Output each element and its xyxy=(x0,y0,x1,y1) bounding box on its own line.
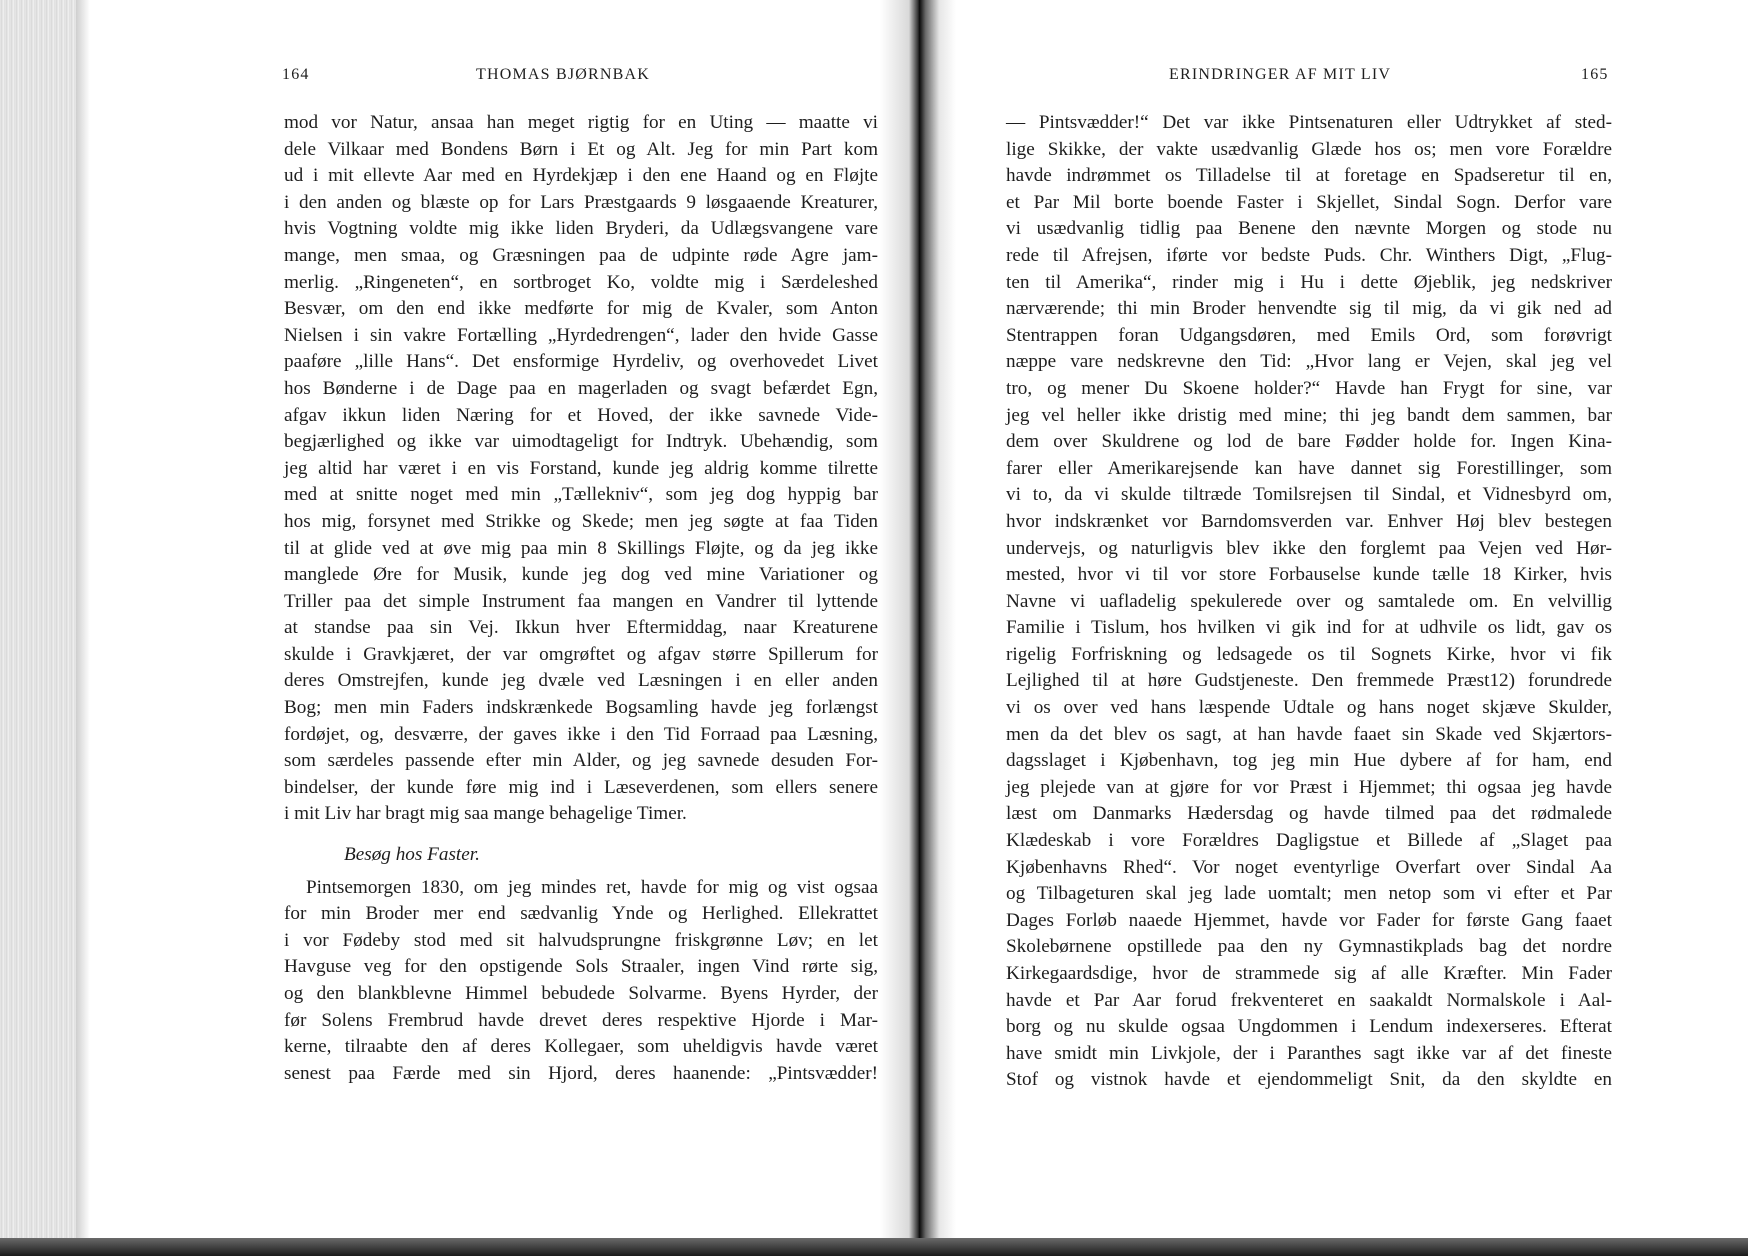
text-line: Klædeskab i vore Forældres Dagligstue et Billede af „Slaget paa xyxy=(1006,830,1612,852)
text-line: før Solens Frembrud havde drevet deres respektive Hjorde i Mar- xyxy=(284,1009,878,1031)
text-line: manglede Øre for Musik, kunde jeg dog ved mine Variationer og xyxy=(284,564,878,586)
text-line: hvor indskrænket vor Barndomsverden var. Enhver Høj blev bestegen xyxy=(1006,510,1612,532)
text-line: senest paa Færde med sin Hjord, deres haanende: „Pintsvædder! xyxy=(284,1062,878,1084)
right-page-number: 165 xyxy=(1581,66,1609,83)
text-line: næppe vare nedskrevne den Tid: „Hvor lang er Vejen, skal jeg vel xyxy=(1006,351,1612,373)
left-running-head: THOMAS BJØRNBAK xyxy=(476,66,651,83)
text-line: borg og nu skulde ogsaa Ungdommen i Lendum indexerseres. Efterat xyxy=(1006,1016,1612,1038)
text-line: Triller paa det simple Instrument faa mangen en Vandrer til lyttende xyxy=(284,590,878,612)
text-line: til at glide ved at øve mig paa min 8 Skillings Fløjte, og da jeg ikke xyxy=(284,537,878,559)
text-line: med at snitte noget med min „Tællekniv“, som jeg dog hyppig bar xyxy=(284,484,878,506)
text-line: kerne, tilraabte den af deres Kollegaer, som uheldigvis havde været xyxy=(284,1036,878,1058)
text-line: vi usædvanlig tidlig paa Benene den nævnte Morgen og stode nu xyxy=(1006,218,1612,240)
text-line: i mit Liv har bragt mig saa mange behagelige Timer. xyxy=(284,803,687,825)
text-line: Skolebørnene opstillede paa den ny Gymnastikplads bag det nordre xyxy=(1006,936,1612,958)
text-line: Kjøbenhavns Rhed“. Vor noget eventyrlige Overfart over Sindal Aa xyxy=(1006,856,1612,878)
text-line: — Pintsvædder!“ Det var ikke Pintsenaturen eller Udtrykket af sted- xyxy=(1006,112,1612,133)
text-line: Kirkegaardsdige, hvor de strammede sig af alle Kræfter. Min Fader xyxy=(1006,963,1612,984)
text-line: nærværende; thi min Broder henvendte sig til mig, da vi gik ned ad xyxy=(1006,298,1612,320)
text-line: vi os over ved hans læspende Udtale og hans noget skjæve Skulder, xyxy=(1006,697,1612,719)
left-page-number: 164 xyxy=(282,66,310,83)
text-line: Dages Forløb naaede Hjemmet, havde vor Fader for første Gang faaet xyxy=(1006,909,1612,931)
text-line: at standse paa sin Vej. Ikkun hver Eftermiddag, naar Kreaturene xyxy=(284,617,878,639)
text-line: jeg vel heller ikke dristig med mine; thi jeg bandt dem sammen, bar xyxy=(1006,404,1612,426)
text-line: Bog; men min Faders indskrænkede Bogsamling havde jeg forlængst xyxy=(284,697,878,719)
text-line: have smidt min Livkjole, der i Paranthes sagt ikke var af det fineste xyxy=(1006,1042,1612,1064)
text-line: ten til Amerika“, rinder mig i Hu i dette Øjeblik, jeg nedskriver xyxy=(1006,271,1612,293)
text-line: tro, og mener Du Skoene holder?“ Havde han Frygt for sine, var xyxy=(1006,377,1612,399)
text-line: hos mig, forsynet med Strikke og Skede; men jeg søgte at faa Tiden xyxy=(284,510,878,532)
text-line: Stof og vistnok havde et ejendommeligt Snit, da den skyldte en xyxy=(1006,1069,1612,1091)
text-line: bindelser, der kunde føre mig ind i Læseverdenen, som ellers senere xyxy=(284,776,878,798)
text-line: dele Vilkaar med Bondens Børn i Et og Alt. Jeg for min Part kom xyxy=(284,138,878,160)
text-line: mod vor Natur, ansaa han meget rigtig for en Uting — maatte vi xyxy=(284,112,878,133)
text-line: fordøjet, og, desværre, der gaves ikke i den Tid Forraad paa Læsning, xyxy=(284,723,878,745)
text-line: rigelig Forfriskning og ledsagede os til Sognets Kirke, hvor vi fik xyxy=(1006,643,1612,665)
right-running-head: ERINDRINGER AF MIT LIV xyxy=(1169,66,1392,83)
text-line: dagsslaget i Kjøbenhavn, tog jeg min Hue dybere af for ham, end xyxy=(1006,750,1612,772)
text-line: Navne vi uafladelig spekulerede over og samtalede om. En velvillig xyxy=(1006,590,1612,612)
text-line: Pintsemorgen 1830, om jeg mindes ret, havde for mig og vist ogsaa xyxy=(306,876,878,898)
text-line: afgav ikkun liden Næring for et Hoved, der ikke savnede Vide- xyxy=(284,404,878,426)
text-line: og den blankblevne Himmel bebudede Solvarme. Byens Hyrder, der xyxy=(284,983,878,1004)
text-line: Lejlighed til at høre Gudstjeneste. Den fremmede Præst12) forundrede xyxy=(1006,670,1612,692)
text-line: ud i mit ellevte Aar med en Hyrdekjæp i den ene Haand og en Fløjte xyxy=(284,165,878,187)
text-line: men da det blev os sagt, at han havde faaet sin Skade ved Skjærtors- xyxy=(1006,723,1612,745)
text-line: begjærlighed og ikke var uimodtageligt for Indtryk. Ubehændig, som xyxy=(284,431,878,453)
text-line: deres Omstrejfen, kunde jeg dvæle ved Læsningen i en eller anden xyxy=(284,670,878,692)
scan-bottom-edge xyxy=(0,1238,1748,1256)
text-line: som særdeles passende efter min Alder, og jeg savnede desuden For- xyxy=(284,750,878,772)
text-line: Stentrappen foran Udgangsdøren, med Emils Ord, som forøvrigt xyxy=(1006,324,1612,346)
text-line: merlig. „Ringeneten“, en sortbroget Ko, voldte mig i Særdeleshed xyxy=(284,271,878,293)
text-line: hos Bønderne i de Dage paa en magerladen og svagt befærdet Egn, xyxy=(284,377,878,399)
text-line: jeg plejede van at gjøre for vor Præst i Hjemmet; thi ogsaa jeg havde xyxy=(1006,776,1612,798)
text-line: og Tilbageturen skal jeg lade uomtalt; men netop som vi efter et Par xyxy=(1006,883,1612,905)
text-line: læst om Danmarks Hædersdag og havde tilmed paa det rødmalede xyxy=(1006,803,1612,825)
text-line: i vor Fødeby stod med sit halvudsprungne friskgrønne Løv; en let xyxy=(284,929,878,951)
text-line: skulde i Gravkjæret, der var omgrøftet og afgav større Spillerum for xyxy=(284,643,878,665)
text-line: rede til Afrejsen, iførte vor bedste Puds. Chr. Winthers Digt, „Flug- xyxy=(1006,244,1612,266)
text-line: havde indrømmet os Tilladelse til at foretage en Spadseretur til en, xyxy=(1006,165,1612,187)
book-gutter xyxy=(880,0,956,1240)
text-line: jeg altid har været i en vis Forstand, kunde jeg aldrig komme tilrette xyxy=(284,457,878,479)
right-body-text xyxy=(1006,110,1612,1094)
text-line: for min Broder mer end sædvanlig Ynde og Herlighed. Ellekrattet xyxy=(284,903,878,925)
text-line: Familie i Tislum, hos hvilken vi gik ind for at udhvile os lidt, gav os xyxy=(1006,617,1612,639)
text-line: lige Skikke, der vakte usædvanlig Glæde hos os; men vore Forældre xyxy=(1006,138,1612,160)
text-line: dem over Skuldrene og lod de bare Fødder holde for. Ingen Kina- xyxy=(1006,431,1612,453)
page-edge-shadow xyxy=(76,0,90,1256)
text-line: Havguse veg for den opstigende Sols Straaler, ingen Vind rørte sig, xyxy=(284,956,878,978)
text-line: mested, hvor vi til vor store Forbauselse kunde tælle 18 Kirker, hvis xyxy=(1006,564,1612,586)
text-line: i den anden og blæste op for Lars Præstgaards 9 løsgaaende Kreaturer, xyxy=(284,191,878,213)
text-line: mange, men smaa, og Græsningen paa de udpinte røde Agre jam- xyxy=(284,244,878,266)
text-line: et Par Mil borte boende Faster i Skjellet, Sindal Sogn. Derfor vare xyxy=(1006,191,1612,213)
text-line: havde et Par Aar forud frekventeret en saakaldt Normalskole i Aal- xyxy=(1006,989,1612,1011)
section-heading: Besøg hos Faster. xyxy=(344,844,480,866)
text-line: vi to, da vi skulde tiltræde Tomilsrejsen til Sindal, et Vidnesbyrd om, xyxy=(1006,484,1612,506)
left-body-text xyxy=(284,110,878,1087)
text-line: hvis Vogtning voldte mig ikke liden Bryderi, da Udlægsvangene vare xyxy=(284,218,878,240)
text-line: Nielsen i sin vakre Fortælling „Hyrdedrengen“, lader den hvide Gasse xyxy=(284,324,878,346)
text-line: paaføre „lille Hans“. Det ensformige Hyrdeliv, og overhovedet Livet xyxy=(284,351,878,373)
text-line: farer eller Amerikarejsende kan have dannet sig Forestillinger, som xyxy=(1006,457,1612,479)
text-line: Besvær, om den end ikke medførte for mig de Kvaler, som Anton xyxy=(284,298,878,320)
text-line: undervejs, og naturligvis blev ikke den forglemt paa Vejen ved Hør- xyxy=(1006,537,1612,559)
page-edges xyxy=(0,0,76,1256)
